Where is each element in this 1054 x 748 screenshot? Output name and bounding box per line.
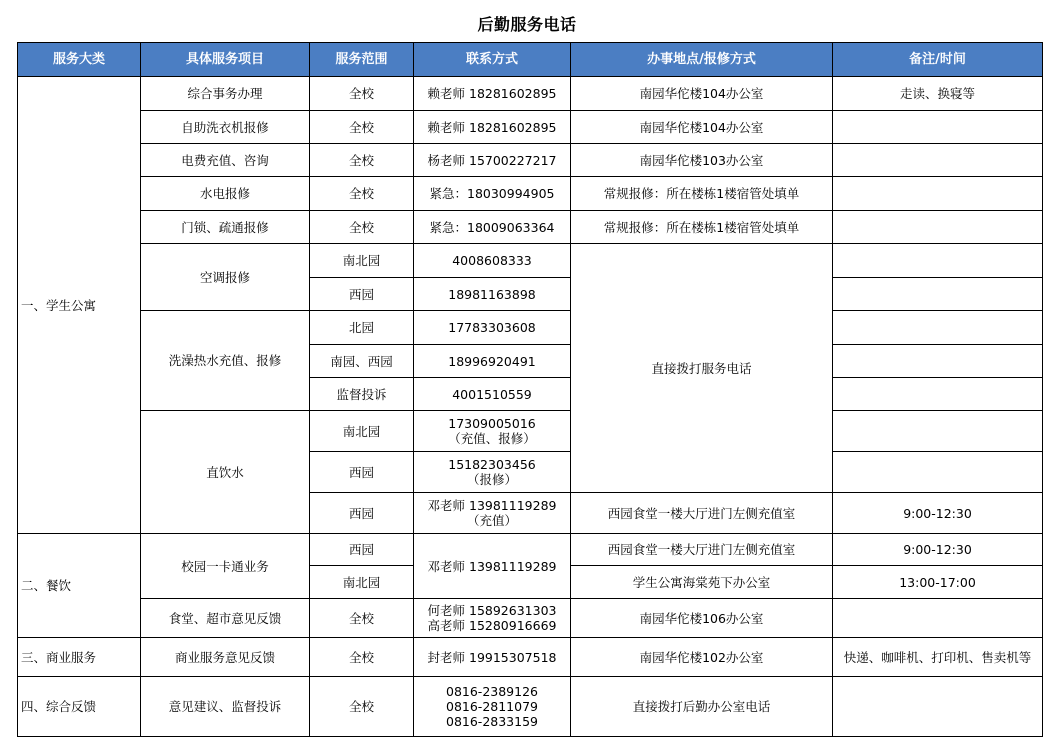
scope-cell: 北园 bbox=[310, 311, 414, 345]
item-cell: 自助洗衣机报修 bbox=[141, 111, 310, 144]
place-cell: 西园食堂一楼大厅进门左侧充值室 bbox=[571, 493, 833, 534]
table-row bbox=[18, 77, 1043, 111]
place-cell: 直接拨打服务电话 bbox=[571, 244, 833, 493]
contact-line: （充值） bbox=[466, 513, 517, 528]
contact-line: 17309005016 bbox=[448, 416, 536, 431]
item-cell: 综合事务办理 bbox=[141, 77, 310, 111]
place-cell: 常规报修：所在楼栋1楼宿管处填单 bbox=[571, 177, 833, 211]
scope-cell: 全校 bbox=[310, 177, 414, 211]
item-cell: 商业服务意见反馈 bbox=[141, 638, 310, 677]
scope-cell: 全校 bbox=[310, 638, 414, 677]
contact-cell: 邓老师 13981119289 bbox=[414, 534, 571, 599]
scope-cell: 全校 bbox=[310, 111, 414, 144]
contact-line: 高老师 15280916669 bbox=[427, 618, 557, 633]
table-row bbox=[18, 311, 1043, 345]
place-cell: 南园华佗楼102办公室 bbox=[571, 638, 833, 677]
scope-cell: 全校 bbox=[310, 144, 414, 177]
table-row bbox=[18, 177, 1043, 211]
place-cell: 西园食堂一楼大厅进门左侧充值室 bbox=[571, 534, 833, 566]
contact-cell: 紧急：18030994905 bbox=[414, 177, 571, 211]
contact-line: 何老师 15892631303 bbox=[427, 603, 557, 618]
scope-cell: 西园 bbox=[310, 493, 414, 534]
note-cell: 9:00-12:30 bbox=[833, 493, 1043, 534]
table-row bbox=[18, 638, 1043, 677]
contact-cell: 封老师 19915307518 bbox=[414, 638, 571, 677]
item-cell: 直饮水 bbox=[141, 411, 310, 534]
contact-cell: 18996920491 bbox=[414, 345, 571, 378]
note-cell bbox=[833, 278, 1043, 311]
contact-cell: 18981163898 bbox=[414, 278, 571, 311]
contact-line: （报修） bbox=[466, 472, 517, 487]
service-phone-table bbox=[17, 42, 1043, 737]
note-cell bbox=[833, 177, 1043, 211]
contact-cell bbox=[414, 452, 571, 493]
header-contact: 联系方式 bbox=[414, 43, 571, 77]
scope-cell: 全校 bbox=[310, 211, 414, 244]
scope-cell: 西园 bbox=[310, 534, 414, 566]
scope-cell: 全校 bbox=[310, 599, 414, 638]
note-cell: 13:00-17:00 bbox=[833, 566, 1043, 599]
contact-line: 0816-2389126 bbox=[446, 684, 538, 699]
note-cell: 走读、换寝等 bbox=[833, 77, 1043, 111]
place-cell: 南园华佗楼104办公室 bbox=[571, 111, 833, 144]
header-note: 备注/时间 bbox=[833, 43, 1043, 77]
note-cell bbox=[833, 452, 1043, 493]
contact-line: 0816-2833159 bbox=[446, 714, 538, 729]
item-cell: 意见建议、监督投诉 bbox=[141, 677, 310, 737]
note-cell bbox=[833, 144, 1043, 177]
place-cell: 直接拨打后勤办公室电话 bbox=[571, 677, 833, 737]
category-cell: 一、学生公寓 bbox=[18, 77, 141, 534]
contact-line: 0816-2811079 bbox=[446, 699, 538, 714]
contact-cell: 紧急：18009063364 bbox=[414, 211, 571, 244]
contact-cell: 杨老师 15700227217 bbox=[414, 144, 571, 177]
header-place: 办事地点/报修方式 bbox=[571, 43, 833, 77]
contact-cell: 17783303608 bbox=[414, 311, 571, 345]
note-cell bbox=[833, 345, 1043, 378]
category-cell: 三、商业服务 bbox=[18, 638, 141, 677]
item-cell: 水电报修 bbox=[141, 177, 310, 211]
note-cell bbox=[833, 378, 1043, 411]
place-cell: 南园华佗楼104办公室 bbox=[571, 77, 833, 111]
table-row bbox=[18, 534, 1043, 566]
contact-cell: 赖老师 18281602895 bbox=[414, 111, 571, 144]
item-cell: 门锁、疏通报修 bbox=[141, 211, 310, 244]
contact-cell bbox=[414, 599, 571, 638]
contact-cell: 赖老师 18281602895 bbox=[414, 77, 571, 111]
item-cell: 校园一卡通业务 bbox=[141, 534, 310, 599]
note-cell: 9:00-12:30 bbox=[833, 534, 1043, 566]
note-cell bbox=[833, 211, 1043, 244]
item-cell: 食堂、超市意见反馈 bbox=[141, 599, 310, 638]
place-cell: 常规报修：所在楼栋1楼宿管处填单 bbox=[571, 211, 833, 244]
scope-cell: 西园 bbox=[310, 278, 414, 311]
contact-cell: 4001510559 bbox=[414, 378, 571, 411]
table-row bbox=[18, 144, 1043, 177]
table-row bbox=[18, 599, 1043, 638]
note-cell bbox=[833, 244, 1043, 278]
note-cell bbox=[833, 677, 1043, 737]
scope-cell: 监督投诉 bbox=[310, 378, 414, 411]
page-title: 后勤服务电话 bbox=[477, 15, 577, 34]
place-cell: 学生公寓海棠苑下办公室 bbox=[571, 566, 833, 599]
item-cell: 洗澡热水充值、报修 bbox=[141, 311, 310, 411]
place-cell: 南园华佗楼103办公室 bbox=[571, 144, 833, 177]
item-cell: 空调报修 bbox=[141, 244, 310, 311]
table-row bbox=[18, 411, 1043, 452]
contact-cell bbox=[414, 411, 571, 452]
contact-line: （充值、报修） bbox=[448, 431, 536, 446]
note-cell: 快递、咖啡机、打印机、售卖机等 bbox=[833, 638, 1043, 677]
scope-cell: 西园 bbox=[310, 452, 414, 493]
scope-cell: 南北园 bbox=[310, 566, 414, 599]
note-cell bbox=[833, 599, 1043, 638]
header-scope: 服务范围 bbox=[310, 43, 414, 77]
note-cell bbox=[833, 311, 1043, 345]
scope-cell: 南北园 bbox=[310, 244, 414, 278]
contact-cell bbox=[414, 677, 571, 737]
scope-cell: 南园、西园 bbox=[310, 345, 414, 378]
table-row bbox=[18, 244, 1043, 278]
table-row bbox=[18, 211, 1043, 244]
header-row bbox=[18, 43, 1043, 77]
note-cell bbox=[833, 411, 1043, 452]
note-cell bbox=[833, 111, 1043, 144]
item-cell: 电费充值、咨询 bbox=[141, 144, 310, 177]
scope-cell: 全校 bbox=[310, 677, 414, 737]
contact-line: 15182303456 bbox=[448, 457, 536, 472]
scope-cell: 全校 bbox=[310, 77, 414, 111]
contact-cell bbox=[414, 493, 571, 534]
header-item: 具体服务项目 bbox=[141, 43, 310, 77]
category-cell: 二、餐饮 bbox=[18, 534, 141, 638]
table-row bbox=[18, 111, 1043, 144]
scope-cell: 南北园 bbox=[310, 411, 414, 452]
header-category: 服务大类 bbox=[18, 43, 141, 77]
contact-line: 邓老师 13981119289 bbox=[427, 498, 557, 513]
place-cell: 南园华佗楼106办公室 bbox=[571, 599, 833, 638]
table-row bbox=[18, 677, 1043, 737]
contact-cell: 4008608333 bbox=[414, 244, 571, 278]
category-cell: 四、综合反馈 bbox=[18, 677, 141, 737]
